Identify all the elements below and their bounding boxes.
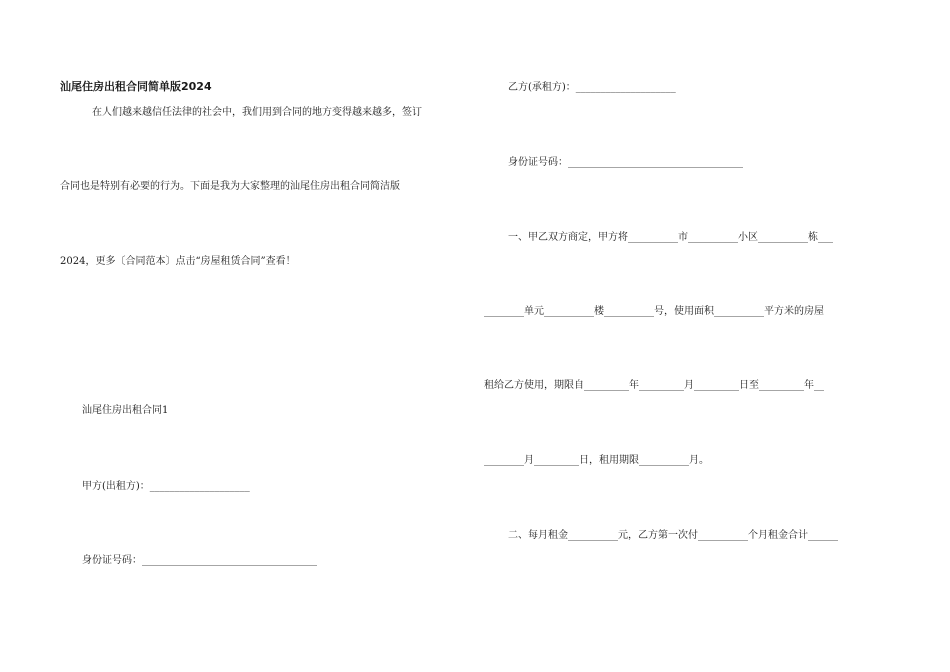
clause-1-line-2: ________单元__________楼__________号，使用面积__________平方米的房屋 — [484, 306, 824, 317]
party-b-line: 乙方(承租方)：____________________ — [508, 82, 676, 93]
clause-1-line-3: 租给乙方使用，期限自_________年_________月_________日至_________年__ — [484, 380, 824, 391]
party-a-id-line: 身份证号码：___________________________________ — [82, 555, 317, 566]
contract-heading: 汕尾住房出租合同1 — [82, 405, 169, 416]
clause-1-line-4: ________月_________日，租用期限__________月。 — [484, 455, 709, 466]
document-title: 汕尾住房出租合同简单版2024 — [60, 80, 212, 93]
clause-2-line-1: 二、每月租金__________元，乙方第一次付__________个月租金合计______ — [508, 530, 838, 541]
clause-1-line-1: 一、甲乙双方商定，甲方将__________市__________小区__________栋___ — [508, 232, 833, 243]
party-b-id-line: 身份证号码：___________________________________ — [508, 157, 743, 168]
left-paragraph-line-1: 在人们越来越信任法律的社会中，我们用到合同的地方变得越来越多，签订 — [92, 107, 422, 118]
party-a-line: 甲方(出租方)：____________________ — [82, 481, 250, 492]
left-paragraph-line-3: 2024，更多〔合同范本〕点击“房屋租赁合同”查看！ — [60, 256, 296, 267]
left-paragraph-line-2: 合同也是特别有必要的行为。下面是我为大家整理的汕尾住房出租合同简洁版 — [60, 181, 400, 192]
